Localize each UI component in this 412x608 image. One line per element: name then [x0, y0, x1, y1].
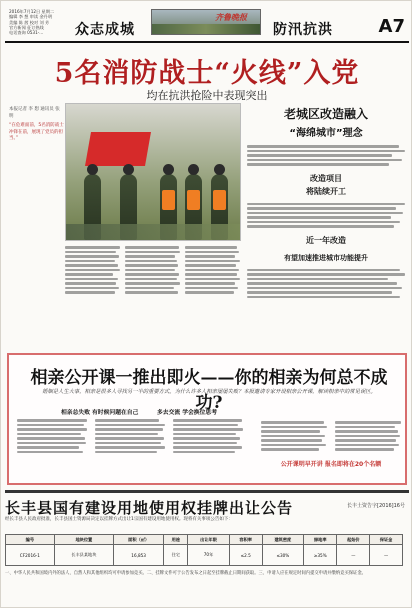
table-cell: 70年	[188, 545, 230, 566]
feature-columns	[17, 407, 401, 481]
table-cell: ≤30%	[262, 545, 304, 566]
feature-intro: 婚姻是人生大事，相亲是很多人寻找另一半的重要方式。为什么许多人相亲屡屡失败？本报邀请专家开设相亲公开课，解读相亲中的常见误区。	[42, 389, 376, 395]
main-subhead: 均在抗洪抢险中表现突出	[146, 90, 268, 102]
table-header: 用途	[164, 535, 188, 545]
table-cell: ≤2.5	[229, 545, 262, 566]
land-notice	[5, 490, 409, 605]
right-article	[247, 105, 405, 300]
article-body	[247, 269, 405, 299]
event-note: 公开课明早开讲 报名即将在20个名额	[280, 461, 382, 468]
page-header	[5, 5, 409, 43]
date-info: 2016年7月12日 星期二 编辑 李 想 审读 金丹明 美编 陈 茜 校对 刘 芳 官方新闻 征订热线 电话查询 0531-...	[9, 9, 55, 35]
soldiers-photo	[65, 103, 241, 241]
article-body	[247, 203, 405, 228]
land-table	[5, 534, 403, 566]
table-header: 绿地率	[304, 535, 337, 545]
article-subtitle-3: 近一年改造	[306, 235, 346, 245]
notice-body: 一、中华人民共和国境内外的法人、自然人和其他组织均可申请参加竞买。二、挂牌文件可于公告发布之日起至挂牌截止日期间获取。三、申请人应在规定时间内提交申请并缴纳竞买保证金。	[5, 571, 366, 576]
table-cell: —	[370, 545, 403, 566]
table-cell: 长丰县某地块	[54, 545, 113, 566]
table-cell: CF2016-1	[6, 545, 55, 566]
feature-subtitle-left: 相亲总失败 有时候问题在自己	[61, 410, 139, 416]
notice-title: 长丰县国有建设用地使用权挂牌出让公告	[5, 499, 294, 517]
notice-number: 长丰土资告字[2016]16号	[347, 503, 405, 509]
main-headline: 5名消防战士“火线”入党	[54, 58, 360, 89]
table-header: 编号	[6, 535, 55, 545]
party-flag	[85, 132, 151, 166]
article-subtitle-2: 将陆续开工	[306, 186, 346, 196]
feature-title: 相亲公开课一推出即火——你的相亲为何总不成功?	[30, 368, 388, 413]
feature-subtitle-middle: 多去交流 学会换位思考	[157, 410, 217, 416]
ground-shadow	[66, 224, 240, 240]
notice-intro: 经长丰县人民政府批准，长丰县国土资源局决定以挂牌方式出让1宗国有建设用地使用权。现将有关事项公告如下：	[5, 517, 233, 522]
right-section-title: 防汛抗洪	[273, 22, 333, 38]
article-subtitle-1: 改造项目	[310, 173, 342, 183]
table-cell: 16,853	[113, 545, 163, 566]
byline: 本报记者 李 想 通讯员 张明	[9, 107, 60, 119]
highlight-quote: “在危难面前，5名消防战士冲锋在前，展现了党员的担当。”	[9, 123, 64, 142]
table-cell: ≥35%	[304, 545, 337, 566]
table-row	[6, 545, 403, 566]
table-cell: —	[337, 545, 370, 566]
left-column	[9, 107, 64, 239]
page-number: A7	[378, 16, 405, 37]
table-header: 面积（㎡）	[113, 535, 163, 545]
table-header: 起始价	[337, 535, 370, 545]
table-header: 地块位置	[54, 535, 113, 545]
left-section-title: 众志成城	[75, 22, 135, 38]
article-subtitle-4: 有望加速推进城市功能提升	[284, 253, 368, 262]
table-header: 出让年限	[188, 535, 230, 545]
main-story-text	[65, 244, 241, 328]
paper-logo: 齐鲁晚报	[215, 12, 247, 22]
article-title-1: 老城区改造融入	[283, 107, 368, 121]
table-header: 容积率	[229, 535, 262, 545]
article-body	[247, 145, 405, 166]
featured-article-box	[7, 353, 407, 485]
table-header: 保证金	[370, 535, 403, 545]
table-header: 建筑密度	[262, 535, 304, 545]
table-cell: 住宅	[164, 545, 188, 566]
article-title-2: “海绵城市”理念	[289, 128, 363, 139]
